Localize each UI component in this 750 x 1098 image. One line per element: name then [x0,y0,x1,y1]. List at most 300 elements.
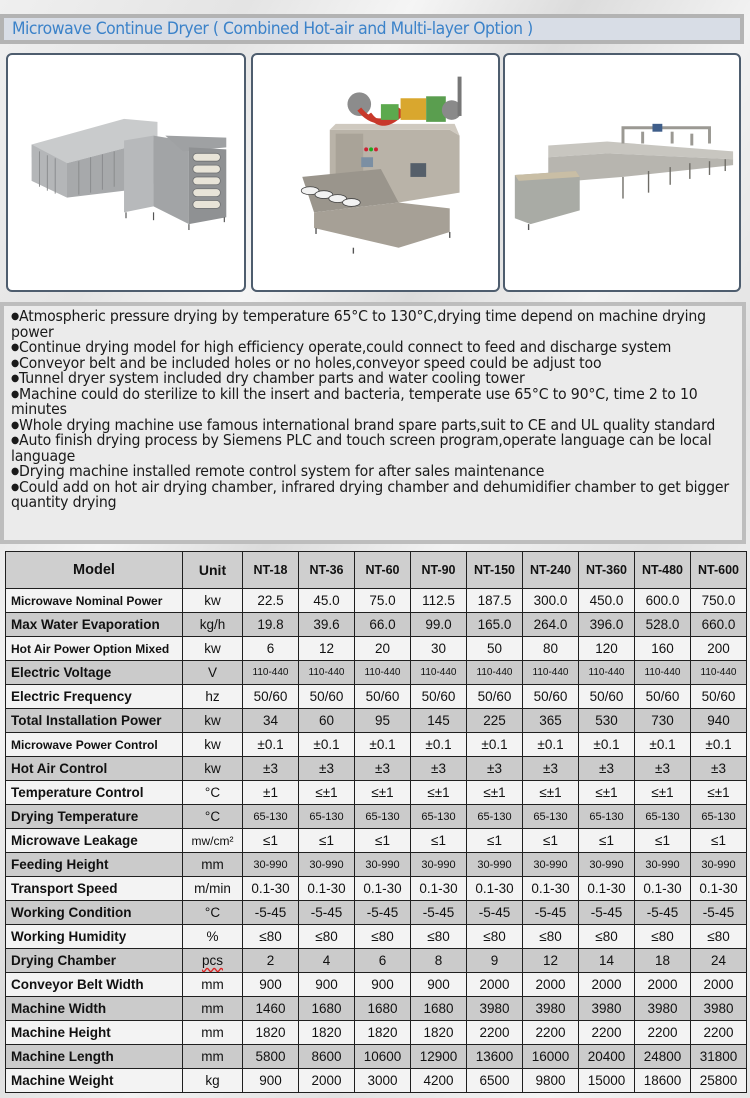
feature-item: ● Continue drying model for high efficiency operate,could connect to feed and discharge system [11,340,744,356]
value-cell: 4200 [411,1069,467,1093]
value-cell: ≤±1 [579,781,635,805]
value-cell: 34 [243,709,299,733]
value-cell: ≤1 [467,829,523,853]
feature-item: ● Machine could do sterilize to kill the insert and bacteria, temperate use 65°C to 90°C, time 2 to 10 minutes [11,387,744,418]
value-cell: 20 [355,637,411,661]
value-cell: 95 [355,709,411,733]
feature-list [11,309,742,511]
value-cell: -5-45 [299,901,355,925]
value-cell: 1680 [355,997,411,1021]
value-cell: 16000 [523,1045,579,1069]
value-cell: 50/60 [467,685,523,709]
unit-label: mm [201,1049,224,1064]
unit-cell [183,877,243,901]
unit-label: °C [204,809,221,824]
value-cell: 80 [523,637,579,661]
value-cell: 65-130 [523,805,579,829]
table-row [6,877,747,901]
unit-cell [183,709,243,733]
value-cell: ±0.1 [691,733,747,757]
unit-label: hz [205,689,220,704]
value-cell: 50 [467,637,523,661]
feature-item: ● Tunnel dryer system included dry chamber parts and water cooling tower [11,371,744,387]
unit-label: pcs [201,953,223,968]
value-cell: 940 [691,709,747,733]
feature-list-panel [0,302,746,544]
value-cell: -5-45 [243,901,299,925]
value-cell: ±3 [411,757,467,781]
feature-item: ● Whole drying machine use famous international brand spare parts,suit to CE and UL quality standard [11,418,744,434]
header-model-nt-150: NT-150 [467,552,523,589]
value-cell: 0.1-30 [579,877,635,901]
value-cell: 66.0 [355,613,411,637]
value-cell: 2000 [523,973,579,997]
unit-label: kw [204,593,221,608]
value-cell: 3980 [579,997,635,1021]
param-label: Drying Chamber [6,949,183,973]
value-cell: 110-440 [523,661,579,685]
value-cell: ±0.1 [467,733,523,757]
value-cell: 30-990 [299,853,355,877]
value-cell: 65-130 [355,805,411,829]
value-cell: 900 [243,973,299,997]
value-cell: ±3 [355,757,411,781]
hot-air-microwave-tunnel-photo [251,53,500,292]
value-cell: 30-990 [579,853,635,877]
unit-cell [183,589,243,613]
value-cell: 1820 [243,1021,299,1045]
value-cell: 65-130 [243,805,299,829]
value-cell: ≤1 [579,829,635,853]
unit-cell [183,997,243,1021]
param-label: Drying Temperature [6,805,183,829]
unit-label: mm [201,1001,224,1016]
value-cell: ≤1 [691,829,747,853]
feature-item: ● Drying machine installed remote control system for after sales maintenance [11,464,744,480]
feature-item: ● Conveyor belt and be included holes or no holes,conveyor speed could be adjust too [11,356,744,372]
value-cell: 18600 [635,1069,691,1093]
header-model: Model [6,552,183,589]
value-cell: 15000 [579,1069,635,1093]
value-cell: 2000 [299,1069,355,1093]
value-cell: ≤1 [355,829,411,853]
unit-label: mm [201,857,224,872]
long-tunnel-dryer-photo [503,53,741,292]
value-cell: 65-130 [411,805,467,829]
unit-label: mw/cm² [191,833,234,848]
unit-cell [183,661,243,685]
value-cell: ≤1 [523,829,579,853]
feature-item: ● Atmospheric pressure drying by temperature 65°C to 130°C,drying time depend on machine drying power [11,309,744,340]
value-cell: 65-130 [691,805,747,829]
header-model-nt-600: NT-600 [691,552,747,589]
param-label: Feeding Height [6,853,183,877]
unit-cell [183,973,243,997]
value-cell: 0.1-30 [299,877,355,901]
table-row [6,781,747,805]
value-cell: ±0.1 [243,733,299,757]
conveyor-dryer-icon [505,55,739,290]
table-row [6,637,747,661]
value-cell: 900 [243,1069,299,1093]
value-cell: 660.0 [691,613,747,637]
value-cell: 30-990 [355,853,411,877]
value-cell: 30-990 [635,853,691,877]
value-cell: ≤±1 [691,781,747,805]
value-cell: 6 [243,637,299,661]
value-cell: 65-130 [467,805,523,829]
value-cell: -5-45 [635,901,691,925]
value-cell: 264.0 [523,613,579,637]
value-cell: 200 [691,637,747,661]
value-cell: 3980 [635,997,691,1021]
unit-cell [183,805,243,829]
header-model-nt-480: NT-480 [635,552,691,589]
value-cell: 110-440 [355,661,411,685]
dryer-machine-icon [8,55,244,290]
value-cell: -5-45 [579,901,635,925]
table-row [6,589,747,613]
table-row [6,853,747,877]
header-model-nt-60: NT-60 [355,552,411,589]
value-cell: 50/60 [691,685,747,709]
value-cell: ≤±1 [523,781,579,805]
value-cell: 110-440 [299,661,355,685]
value-cell: 120 [579,637,635,661]
header-model-nt-36: NT-36 [299,552,355,589]
value-cell: 0.1-30 [355,877,411,901]
unit-cell [183,637,243,661]
multi-layer-belt-dryer-photo [6,53,246,292]
value-cell: 8600 [299,1045,355,1069]
value-cell: 145 [411,709,467,733]
value-cell: 5800 [243,1045,299,1069]
value-cell: 50/60 [635,685,691,709]
value-cell: 6 [355,949,411,973]
value-cell: 50/60 [355,685,411,709]
value-cell: 9800 [523,1069,579,1093]
param-label: Working Condition [6,901,183,925]
value-cell: 4 [299,949,355,973]
value-cell: ≤80 [579,925,635,949]
value-cell: ±3 [579,757,635,781]
param-label: Machine Weight [6,1069,183,1093]
table-row [6,661,747,685]
value-cell: 30-990 [467,853,523,877]
value-cell: 1820 [411,1021,467,1045]
table-row [6,925,747,949]
unit-cell [183,757,243,781]
param-label: Microwave Power Control [6,733,183,757]
value-cell: ≤80 [355,925,411,949]
value-cell: 45.0 [299,589,355,613]
unit-label: kg/h [199,617,226,632]
value-cell: 1460 [243,997,299,1021]
value-cell: ±3 [243,757,299,781]
param-label: Max Water Evaporation [6,613,183,637]
value-cell: 65-130 [635,805,691,829]
value-cell: 50/60 [523,685,579,709]
unit-label: °C [204,905,221,920]
header-model-nt-90: NT-90 [411,552,467,589]
value-cell: 1680 [411,997,467,1021]
unit-cell [183,1069,243,1093]
param-label: Machine Width [6,997,183,1021]
value-cell: 50/60 [299,685,355,709]
unit-label: m/min [194,881,231,896]
value-cell: 600.0 [635,589,691,613]
value-cell: -5-45 [355,901,411,925]
value-cell: -5-45 [523,901,579,925]
spec-table-body [6,589,747,1093]
value-cell: -5-45 [411,901,467,925]
header-unit: Unit [183,552,243,589]
value-cell: 2 [243,949,299,973]
table-row [6,901,747,925]
value-cell: ±3 [467,757,523,781]
value-cell: 900 [355,973,411,997]
value-cell: 22.5 [243,589,299,613]
value-cell: 50/60 [243,685,299,709]
value-cell: 2200 [467,1021,523,1045]
value-cell: ±1 [243,781,299,805]
value-cell: 450.0 [579,589,635,613]
value-cell: ≤±1 [355,781,411,805]
value-cell: 110-440 [691,661,747,685]
value-cell: ±0.1 [635,733,691,757]
value-cell: 30 [411,637,467,661]
value-cell: ≤80 [691,925,747,949]
value-cell: 300.0 [523,589,579,613]
table-row [6,997,747,1021]
unit-label: mm [201,977,224,992]
value-cell: 1820 [299,1021,355,1045]
value-cell: 60 [299,709,355,733]
value-cell: 99.0 [411,613,467,637]
spec-table-header [6,552,747,589]
value-cell: 165.0 [467,613,523,637]
param-label: Hot Air Power Option Mixed [6,637,183,661]
unit-label: V [207,665,217,680]
param-label: Conveyor Belt Width [6,973,183,997]
page-title: Microwave Continue Dryer ( Combined Hot-air and Multi-layer Option ) [12,19,533,39]
unit-cell [183,1021,243,1045]
value-cell: 12 [299,637,355,661]
value-cell: 19.8 [243,613,299,637]
value-cell: ±3 [299,757,355,781]
value-cell: 2000 [579,973,635,997]
value-cell: 3980 [523,997,579,1021]
value-cell: 2200 [523,1021,579,1045]
value-cell: -5-45 [691,901,747,925]
unit-label: kw [204,737,221,752]
unit-cell [183,925,243,949]
page-title-bar [0,14,744,44]
value-cell: ±0.1 [523,733,579,757]
value-cell: 24800 [635,1045,691,1069]
value-cell: 0.1-30 [523,877,579,901]
value-cell: ±0.1 [579,733,635,757]
value-cell: ≤±1 [467,781,523,805]
value-cell: 2000 [635,973,691,997]
value-cell: 3000 [355,1069,411,1093]
unit-cell [183,685,243,709]
param-label: Hot Air Control [6,757,183,781]
value-cell: 3980 [691,997,747,1021]
value-cell: ≤80 [411,925,467,949]
value-cell: ≤1 [635,829,691,853]
table-row [6,1021,747,1045]
value-cell: 18 [635,949,691,973]
unit-cell [183,613,243,637]
unit-label: % [206,929,219,944]
unit-label: °C [204,785,221,800]
param-label: Transport Speed [6,877,183,901]
header-row [6,552,747,589]
value-cell: 0.1-30 [635,877,691,901]
value-cell: 900 [411,973,467,997]
value-cell: 112.5 [411,589,467,613]
table-row [6,829,747,853]
value-cell: 1680 [299,997,355,1021]
value-cell: ±3 [523,757,579,781]
value-cell: ≤80 [523,925,579,949]
value-cell: 6500 [467,1069,523,1093]
unit-label: kw [204,713,221,728]
value-cell: ±0.1 [299,733,355,757]
value-cell: ≤±1 [635,781,691,805]
value-cell: 14 [579,949,635,973]
value-cell: 110-440 [579,661,635,685]
value-cell: 396.0 [579,613,635,637]
table-row [6,685,747,709]
header-model-nt-18: NT-18 [243,552,299,589]
table-row [6,949,747,973]
unit-label: kg [205,1073,220,1088]
value-cell: 2000 [467,973,523,997]
value-cell: 187.5 [467,589,523,613]
value-cell: ≤80 [243,925,299,949]
value-cell: ±3 [691,757,747,781]
unit-label: mm [201,1025,224,1040]
value-cell: ≤80 [635,925,691,949]
table-row [6,709,747,733]
value-cell: 1820 [355,1021,411,1045]
unit-label: kw [204,641,221,656]
value-cell: 30-990 [691,853,747,877]
value-cell: 110-440 [635,661,691,685]
value-cell: 160 [635,637,691,661]
table-row [6,1045,747,1069]
feature-item: ● Could add on hot air drying chamber, infrared drying chamber and dehumidifier chamber to get bigger quantity drying [11,480,744,511]
unit-cell [183,829,243,853]
value-cell: 110-440 [467,661,523,685]
header-model-nt-360: NT-360 [579,552,635,589]
unit-cell [183,1045,243,1069]
value-cell: 50/60 [411,685,467,709]
value-cell: 50/60 [579,685,635,709]
value-cell: ≤1 [299,829,355,853]
param-label: Electric Frequency [6,685,183,709]
param-label: Working Humidity [6,925,183,949]
value-cell: ≤1 [411,829,467,853]
value-cell: 2200 [635,1021,691,1045]
value-cell: ≤±1 [299,781,355,805]
unit-cell [183,949,243,973]
unit-cell [183,781,243,805]
param-label: Temperature Control [6,781,183,805]
value-cell: 13600 [467,1045,523,1069]
unit-cell [183,853,243,877]
value-cell: ±0.1 [411,733,467,757]
value-cell: 2200 [579,1021,635,1045]
value-cell: 110-440 [243,661,299,685]
unit-label: kw [204,761,221,776]
value-cell: 0.1-30 [243,877,299,901]
value-cell: 8 [411,949,467,973]
param-label: Machine Length [6,1045,183,1069]
table-row [6,805,747,829]
table-row [6,1069,747,1093]
value-cell: 110-440 [411,661,467,685]
value-cell: 39.6 [299,613,355,637]
value-cell: 12 [523,949,579,973]
value-cell: 900 [299,973,355,997]
unit-cell [183,733,243,757]
value-cell: 30-990 [523,853,579,877]
value-cell: 12900 [411,1045,467,1069]
param-label: Total Installation Power [6,709,183,733]
table-row [6,757,747,781]
param-label: Microwave Nominal Power [6,589,183,613]
value-cell: 528.0 [635,613,691,637]
value-cell: 750.0 [691,589,747,613]
unit-cell [183,901,243,925]
value-cell: 9 [467,949,523,973]
value-cell: 24 [691,949,747,973]
value-cell: 2000 [691,973,747,997]
value-cell: 225 [467,709,523,733]
value-cell: 65-130 [579,805,635,829]
value-cell: ±0.1 [355,733,411,757]
value-cell: 20400 [579,1045,635,1069]
feature-item: ● Auto finish drying process by Siemens PLC and touch screen program,operate language can be local language [11,433,744,464]
value-cell: 0.1-30 [411,877,467,901]
value-cell: ≤±1 [411,781,467,805]
value-cell: 3980 [467,997,523,1021]
value-cell: ±3 [635,757,691,781]
value-cell: 365 [523,709,579,733]
value-cell: 0.1-30 [467,877,523,901]
tunnel-dryer-icon [253,55,498,290]
value-cell: ≤80 [299,925,355,949]
value-cell: 2200 [691,1021,747,1045]
value-cell: ≤1 [243,829,299,853]
value-cell: 10600 [355,1045,411,1069]
param-label: Machine Height [6,1021,183,1045]
table-row [6,613,747,637]
value-cell: 75.0 [355,589,411,613]
table-row [6,973,747,997]
param-label: Microwave Leakage [6,829,183,853]
value-cell: 30-990 [411,853,467,877]
value-cell: 30-990 [243,853,299,877]
spec-table [5,551,747,1093]
value-cell: 25800 [691,1069,747,1093]
value-cell: 0.1-30 [691,877,747,901]
value-cell: 530 [579,709,635,733]
value-cell: 65-130 [299,805,355,829]
